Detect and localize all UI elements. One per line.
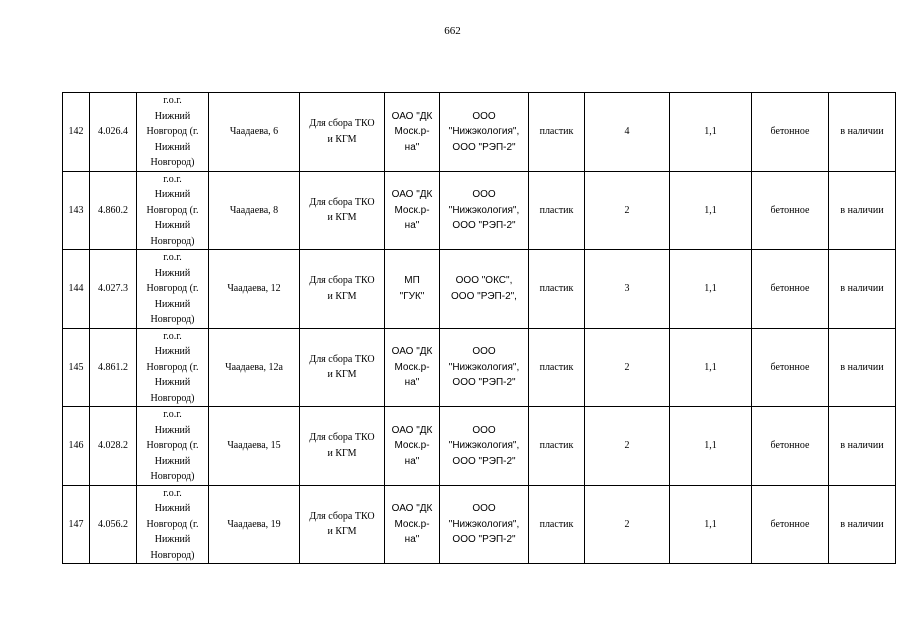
cell-operator-line: ООО	[472, 424, 496, 436]
cell-owner	[385, 328, 440, 407]
cell-operator-line: ООО	[472, 346, 496, 357]
cell-operator-line: ООО "РЭП-2",	[451, 290, 517, 302]
cell-site-code: 4.861.2	[90, 328, 137, 407]
cell-district-line: Новгород (г.	[146, 440, 199, 451]
cell-operator	[440, 171, 529, 250]
cell-status: в наличии	[829, 250, 896, 329]
cell-purpose	[300, 250, 385, 329]
cell-status: в наличии	[829, 171, 896, 250]
cell-site-code: 4.026.4	[90, 93, 137, 172]
cell-owner-line: на"	[404, 377, 420, 388]
cell-district	[137, 93, 209, 172]
cell-operator-line: "Нижэкология",	[448, 518, 520, 530]
cell-district-line: Нижний	[154, 503, 191, 514]
cell-owner-line: МП	[404, 275, 420, 287]
cell-district-line: Нижний	[154, 455, 191, 467]
cell-address: Чаадаева, 6	[209, 93, 300, 172]
cell-surface: бетонное	[752, 485, 829, 564]
cell-owner-line: "ГУК"	[399, 290, 425, 302]
page-number: 662	[444, 25, 461, 37]
cell-purpose-line: и КГМ	[327, 447, 357, 459]
cell-purpose-line: и КГМ	[327, 369, 357, 381]
cell-volume: 1,1	[670, 250, 752, 329]
cell-material: пластик	[529, 328, 585, 407]
cell-row-number: 142	[63, 93, 90, 172]
cell-owner-line: на"	[404, 534, 420, 545]
cell-volume: 1,1	[670, 328, 752, 407]
cell-operator-line: ООО	[472, 189, 496, 200]
cell-container-count: 2	[585, 328, 670, 407]
cell-volume: 1,1	[670, 407, 752, 486]
cell-operator-line: ООО "РЭП-2"	[452, 377, 516, 388]
cell-owner	[385, 93, 440, 172]
cell-district-line: Новгород)	[150, 471, 195, 482]
cell-operator-line: ООО "РЭП-2"	[452, 455, 516, 467]
cell-owner-line: на"	[404, 141, 420, 153]
cell-purpose-line: и КГМ	[327, 133, 357, 145]
cell-district-line: Новгород)	[150, 235, 195, 247]
cell-district	[137, 328, 209, 407]
cell-row-number: 146	[63, 407, 90, 486]
cell-district-line: Новгород (г.	[146, 518, 199, 530]
cell-operator	[440, 328, 529, 407]
cell-owner-line: ОАО "ДК	[391, 110, 433, 122]
cell-district-line: г.о.г.	[163, 409, 182, 420]
cell-purpose	[300, 171, 385, 250]
cell-owner	[385, 407, 440, 486]
cell-owner-line: Моск.р-	[394, 518, 430, 530]
cell-district-line: Новгород (г.	[146, 283, 199, 294]
cell-district-line: Нижний	[154, 377, 191, 388]
table-body	[63, 93, 896, 564]
cell-address: Чаадаева, 15	[209, 407, 300, 486]
cell-purpose-line: и КГМ	[327, 290, 357, 302]
cell-status: в наличии	[829, 485, 896, 564]
cell-operator	[440, 485, 529, 564]
table-row	[63, 171, 896, 250]
cell-surface: бетонное	[752, 328, 829, 407]
cell-owner	[385, 250, 440, 329]
cell-owner-line: ОАО "ДК	[391, 503, 433, 514]
cell-surface: бетонное	[752, 407, 829, 486]
cell-container-count: 3	[585, 250, 670, 329]
cell-owner-line: ОАО "ДК	[391, 424, 433, 436]
cell-owner-line: Моск.р-	[394, 204, 430, 216]
cell-district-line: г.о.г.	[163, 487, 182, 499]
cell-owner-line: Моск.р-	[394, 440, 430, 451]
cell-owner-line: Моск.р-	[394, 126, 430, 137]
cell-district	[137, 485, 209, 564]
cell-district-line: Нижний	[154, 298, 191, 310]
cell-operator-line: "Нижэкология",	[448, 204, 520, 216]
table-row	[63, 250, 896, 329]
cell-surface: бетонное	[752, 171, 829, 250]
cell-purpose-line: Для сбора ТКО	[309, 510, 375, 522]
cell-address: Чаадаева, 8	[209, 171, 300, 250]
cell-purpose-line: Для сбора ТКО	[309, 353, 375, 365]
cell-row-number: 145	[63, 328, 90, 407]
cell-row-number: 143	[63, 171, 90, 250]
cell-district	[137, 407, 209, 486]
cell-operator-line: "Нижэкология",	[448, 361, 520, 373]
cell-container-count: 2	[585, 171, 670, 250]
cell-purpose-line: Для сбора ТКО	[309, 432, 375, 444]
cell-district-line: Нижний	[154, 534, 191, 545]
cell-row-number: 144	[63, 250, 90, 329]
cell-container-count: 4	[585, 93, 670, 172]
cell-site-code: 4.860.2	[90, 171, 137, 250]
cell-operator	[440, 250, 529, 329]
cell-district-line: Новгород (г.	[146, 126, 199, 137]
table-row	[63, 93, 896, 172]
cell-surface: бетонное	[752, 93, 829, 172]
cell-owner	[385, 485, 440, 564]
cell-district-line: Новгород (г.	[146, 204, 199, 216]
cell-operator-line: "Нижэкология",	[448, 126, 520, 137]
cell-surface: бетонное	[752, 250, 829, 329]
cell-purpose	[300, 407, 385, 486]
cell-purpose	[300, 328, 385, 407]
cell-district-line: Нижний	[154, 189, 191, 200]
cell-operator-line: ООО "РЭП-2"	[452, 141, 516, 153]
cell-district-line: Нижний	[154, 346, 191, 357]
cell-volume: 1,1	[670, 485, 752, 564]
cell-status: в наличии	[829, 328, 896, 407]
cell-district-line: Новгород)	[150, 392, 195, 404]
cell-district-line: Нижний	[154, 267, 191, 279]
cell-purpose	[300, 485, 385, 564]
cell-site-code: 4.056.2	[90, 485, 137, 564]
container-sites-table	[62, 92, 896, 564]
cell-volume: 1,1	[670, 93, 752, 172]
cell-operator-line: ООО	[472, 503, 496, 514]
cell-address: Чаадаева, 12	[209, 250, 300, 329]
cell-purpose-line: Для сбора ТКО	[309, 275, 375, 287]
cell-district-line: г.о.г.	[163, 330, 182, 342]
cell-district-line: Нижний	[154, 141, 191, 153]
cell-district-line: Нижний	[154, 220, 191, 231]
cell-site-code: 4.028.2	[90, 407, 137, 486]
cell-operator-line: ООО "ОКС",	[455, 275, 513, 287]
cell-district-line: Новгород (г.	[146, 361, 199, 373]
cell-district-line: Новгород)	[150, 549, 195, 561]
cell-address: Чаадаева, 19	[209, 485, 300, 564]
cell-operator-line: ООО "РЭП-2"	[452, 220, 516, 231]
cell-operator-line: ООО "РЭП-2"	[452, 534, 516, 545]
cell-purpose	[300, 93, 385, 172]
cell-owner	[385, 171, 440, 250]
cell-owner-line: ОАО "ДК	[391, 346, 433, 357]
table-row	[63, 485, 896, 564]
cell-operator	[440, 407, 529, 486]
cell-district	[137, 250, 209, 329]
cell-district	[137, 171, 209, 250]
cell-material: пластик	[529, 171, 585, 250]
cell-district-line: Нижний	[154, 110, 191, 122]
cell-purpose-line: Для сбора ТКО	[309, 118, 375, 130]
cell-owner-line: на"	[404, 220, 420, 231]
table-row	[63, 407, 896, 486]
cell-status: в наличии	[829, 407, 896, 486]
cell-district-line: г.о.г.	[163, 95, 182, 106]
cell-owner-line: ОАО "ДК	[391, 189, 433, 200]
cell-container-count: 2	[585, 485, 670, 564]
cell-material: пластик	[529, 407, 585, 486]
cell-purpose-line: Для сбора ТКО	[309, 196, 375, 208]
table-row	[63, 328, 896, 407]
cell-material: пластик	[529, 485, 585, 564]
cell-site-code: 4.027.3	[90, 250, 137, 329]
cell-district-line: Нижний	[154, 424, 191, 436]
cell-district-line: Новгород)	[150, 314, 195, 325]
cell-status: в наличии	[829, 93, 896, 172]
cell-purpose-line: и КГМ	[327, 526, 357, 538]
cell-row-number: 147	[63, 485, 90, 564]
cell-operator	[440, 93, 529, 172]
cell-purpose-line: и КГМ	[327, 212, 357, 224]
cell-owner-line: Моск.р-	[394, 361, 430, 373]
cell-owner-line: на"	[404, 455, 420, 467]
cell-district-line: Новгород)	[150, 157, 195, 168]
cell-material: пластик	[529, 250, 585, 329]
cell-operator-line: "Нижэкология",	[448, 440, 520, 451]
cell-district-line: г.о.г.	[163, 252, 182, 263]
cell-material: пластик	[529, 93, 585, 172]
cell-volume: 1,1	[670, 171, 752, 250]
cell-container-count: 2	[585, 407, 670, 486]
cell-district-line: г.о.г.	[163, 173, 182, 185]
cell-address: Чаадаева, 12а	[209, 328, 300, 407]
cell-operator-line: ООО	[472, 110, 496, 122]
